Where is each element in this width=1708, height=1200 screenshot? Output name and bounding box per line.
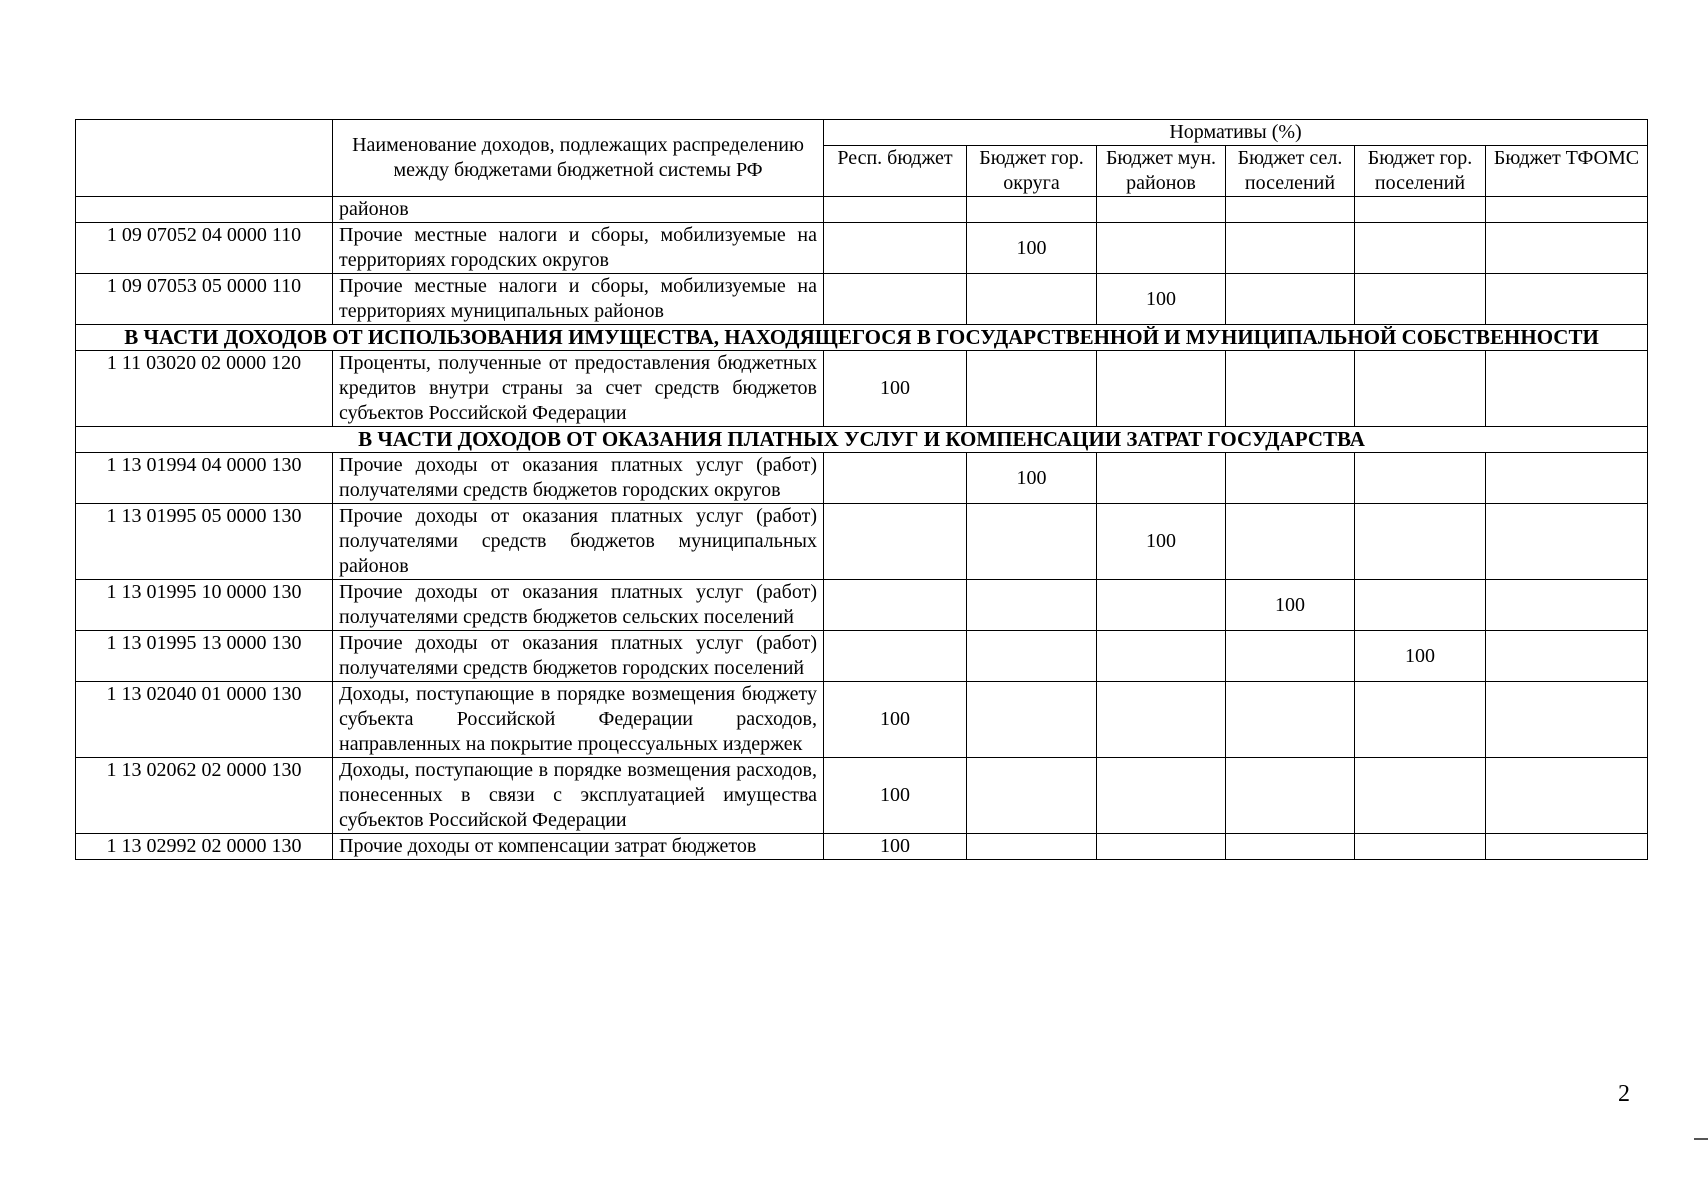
norm-value-urban-settlement-budget <box>1355 274 1486 325</box>
table-row <box>76 274 1648 325</box>
section-heading: В ЧАСТИ ДОХОДОВ ОТ ОКАЗАНИЯ ПЛАТНЫХ УСЛУГ И КОМПЕНСАЦИИ ЗАТРАТ ГОСУДАРСТВА <box>76 427 1648 453</box>
norm-value-resp-budget <box>824 274 967 325</box>
normatives-header: Нормативы (%) <box>824 120 1648 146</box>
revenue-name: районов <box>333 197 824 223</box>
norm-value-urban-settlement-budget <box>1355 682 1486 758</box>
norm-value-municipal-district-budget: 100 <box>1097 504 1226 580</box>
norm-value-tfoms-budget <box>1486 504 1648 580</box>
norm-value-city-district-budget <box>967 758 1097 834</box>
norm-value-resp-budget <box>824 197 967 223</box>
table-row <box>76 453 1648 504</box>
norm-value-rural-settlement-budget <box>1226 274 1355 325</box>
norm-value-rural-settlement-budget: 100 <box>1226 580 1355 631</box>
revenue-distribution-table <box>75 119 1648 860</box>
revenue-code: 1 13 02062 02 0000 130 <box>76 758 333 834</box>
revenue-code: 1 13 01994 04 0000 130 <box>76 453 333 504</box>
col-header-resp-budget: Респ. бюджет <box>824 146 967 197</box>
col-header-rural-settlement-budget: Бюджет сел. поселений <box>1226 146 1355 197</box>
page-number: 2 <box>1618 1081 1630 1107</box>
col-header-municipal-district-budget: Бюджет мун. районов <box>1097 146 1226 197</box>
table-row <box>76 580 1648 631</box>
norm-value-resp-budget <box>824 504 967 580</box>
norm-value-resp-budget <box>824 580 967 631</box>
revenue-name: Доходы, поступающие в порядке возмещения расходов, понесенных в связи с эксплуатацией имущества субъектов Российской Федерации <box>333 758 824 834</box>
norm-value-rural-settlement-budget <box>1226 351 1355 427</box>
table-row <box>76 758 1648 834</box>
revenue-code <box>76 197 333 223</box>
norm-value-resp-budget: 100 <box>824 682 967 758</box>
norm-value-resp-budget <box>824 453 967 504</box>
norm-value-resp-budget: 100 <box>824 351 967 427</box>
norm-value-resp-budget: 100 <box>824 834 967 860</box>
table-row <box>76 223 1648 274</box>
table-row <box>76 631 1648 682</box>
section-row <box>76 325 1648 351</box>
norm-value-municipal-district-budget <box>1097 351 1226 427</box>
revenue-name: Проценты, полученные от предоставления бюджетных кредитов внутри страны за счет средств бюджетов субъектов Российской Федерации <box>333 351 824 427</box>
section-heading: В ЧАСТИ ДОХОДОВ ОТ ИСПОЛЬЗОВАНИЯ ИМУЩЕСТВА, НАХОДЯЩЕГОСЯ В ГОСУДАРСТВЕННОЙ И МУНИЦИПАЛЬНОЙ СОБСТВЕННОСТИ <box>76 325 1648 351</box>
norm-value-rural-settlement-budget <box>1226 631 1355 682</box>
norm-value-rural-settlement-budget <box>1226 197 1355 223</box>
col-header-tfoms-budget: Бюджет ТФОМС <box>1486 146 1648 197</box>
norm-value-tfoms-budget <box>1486 223 1648 274</box>
norm-value-rural-settlement-budget <box>1226 758 1355 834</box>
section-row <box>76 427 1648 453</box>
norm-value-urban-settlement-budget: 100 <box>1355 631 1486 682</box>
norm-value-tfoms-budget <box>1486 758 1648 834</box>
norm-value-rural-settlement-budget <box>1226 682 1355 758</box>
norm-value-urban-settlement-budget <box>1355 834 1486 860</box>
norm-value-resp-budget: 100 <box>824 758 967 834</box>
norm-value-urban-settlement-budget <box>1355 197 1486 223</box>
revenue-code: 1 13 02992 02 0000 130 <box>76 834 333 860</box>
revenue-code: 1 13 01995 10 0000 130 <box>76 580 333 631</box>
norm-value-rural-settlement-budget <box>1226 453 1355 504</box>
norm-value-city-district-budget <box>967 631 1097 682</box>
norm-value-city-district-budget <box>967 682 1097 758</box>
norm-value-municipal-district-budget <box>1097 834 1226 860</box>
revenue-name: Прочие доходы от компенсации затрат бюджетов <box>333 834 824 860</box>
norm-value-municipal-district-budget <box>1097 580 1226 631</box>
norm-value-tfoms-budget <box>1486 351 1648 427</box>
norm-value-urban-settlement-budget <box>1355 580 1486 631</box>
table-row <box>76 682 1648 758</box>
norm-value-urban-settlement-budget <box>1355 504 1486 580</box>
norm-value-municipal-district-budget <box>1097 453 1226 504</box>
norm-value-urban-settlement-budget <box>1355 453 1486 504</box>
code-column-header <box>76 120 333 197</box>
norm-value-city-district-budget <box>967 504 1097 580</box>
norm-value-city-district-budget: 100 <box>967 453 1097 504</box>
norm-value-tfoms-budget <box>1486 197 1648 223</box>
norm-value-city-district-budget <box>967 580 1097 631</box>
norm-value-city-district-budget <box>967 197 1097 223</box>
revenue-name: Прочие доходы от оказания платных услуг (работ) получателями средств бюджетов сельских поселений <box>333 580 824 631</box>
norm-value-city-district-budget: 100 <box>967 223 1097 274</box>
revenue-code: 1 13 02040 01 0000 130 <box>76 682 333 758</box>
norm-value-urban-settlement-budget <box>1355 223 1486 274</box>
norm-value-rural-settlement-budget <box>1226 504 1355 580</box>
col-header-urban-settlement-budget: Бюджет гор. поселений <box>1355 146 1486 197</box>
header-row-1 <box>76 120 1648 146</box>
revenue-name: Прочие доходы от оказания платных услуг (работ) получателями средств бюджетов муниципальных районов <box>333 504 824 580</box>
norm-value-tfoms-budget <box>1486 682 1648 758</box>
table-row <box>76 504 1648 580</box>
revenue-code: 1 09 07053 05 0000 110 <box>76 274 333 325</box>
norm-value-municipal-district-budget <box>1097 682 1226 758</box>
norm-value-tfoms-budget <box>1486 834 1648 860</box>
revenue-name: Прочие местные налоги и сборы, мобилизуемые на территориях муниципальных районов <box>333 274 824 325</box>
revenue-name: Прочие местные налоги и сборы, мобилизуемые на территориях городских округов <box>333 223 824 274</box>
norm-value-tfoms-budget <box>1486 631 1648 682</box>
revenue-name: Прочие доходы от оказания платных услуг (работ) получателями средств бюджетов городских поселений <box>333 631 824 682</box>
name-column-header: Наименование доходов, подлежащих распределению между бюджетами бюджетной системы РФ <box>333 120 824 197</box>
margin-mark <box>1694 1138 1708 1140</box>
revenue-code: 1 13 01995 05 0000 130 <box>76 504 333 580</box>
norm-value-municipal-district-budget <box>1097 197 1226 223</box>
norm-value-city-district-budget <box>967 834 1097 860</box>
col-header-city-district-budget: Бюджет гор. округа <box>967 146 1097 197</box>
revenue-code: 1 11 03020 02 0000 120 <box>76 351 333 427</box>
norm-value-urban-settlement-budget <box>1355 351 1486 427</box>
revenue-code: 1 09 07052 04 0000 110 <box>76 223 333 274</box>
norm-value-municipal-district-budget <box>1097 223 1226 274</box>
table-row <box>76 834 1648 860</box>
norm-value-tfoms-budget <box>1486 274 1648 325</box>
norm-value-municipal-district-budget <box>1097 631 1226 682</box>
revenue-code: 1 13 01995 13 0000 130 <box>76 631 333 682</box>
table-row <box>76 197 1648 223</box>
norm-value-city-district-budget <box>967 351 1097 427</box>
norm-value-rural-settlement-budget <box>1226 834 1355 860</box>
norm-value-resp-budget <box>824 631 967 682</box>
norm-value-municipal-district-budget: 100 <box>1097 274 1226 325</box>
revenue-name: Доходы, поступающие в порядке возмещения бюджету субъекта Российской Федерации расходов, направленных на покрытие процессуальных издержек <box>333 682 824 758</box>
norm-value-urban-settlement-budget <box>1355 758 1486 834</box>
norm-value-tfoms-budget <box>1486 580 1648 631</box>
norm-value-city-district-budget <box>967 274 1097 325</box>
norm-value-municipal-district-budget <box>1097 758 1226 834</box>
norm-value-tfoms-budget <box>1486 453 1648 504</box>
norm-value-resp-budget <box>824 223 967 274</box>
norm-value-rural-settlement-budget <box>1226 223 1355 274</box>
table-row <box>76 351 1648 427</box>
revenue-name: Прочие доходы от оказания платных услуг (работ) получателями средств бюджетов городских округов <box>333 453 824 504</box>
